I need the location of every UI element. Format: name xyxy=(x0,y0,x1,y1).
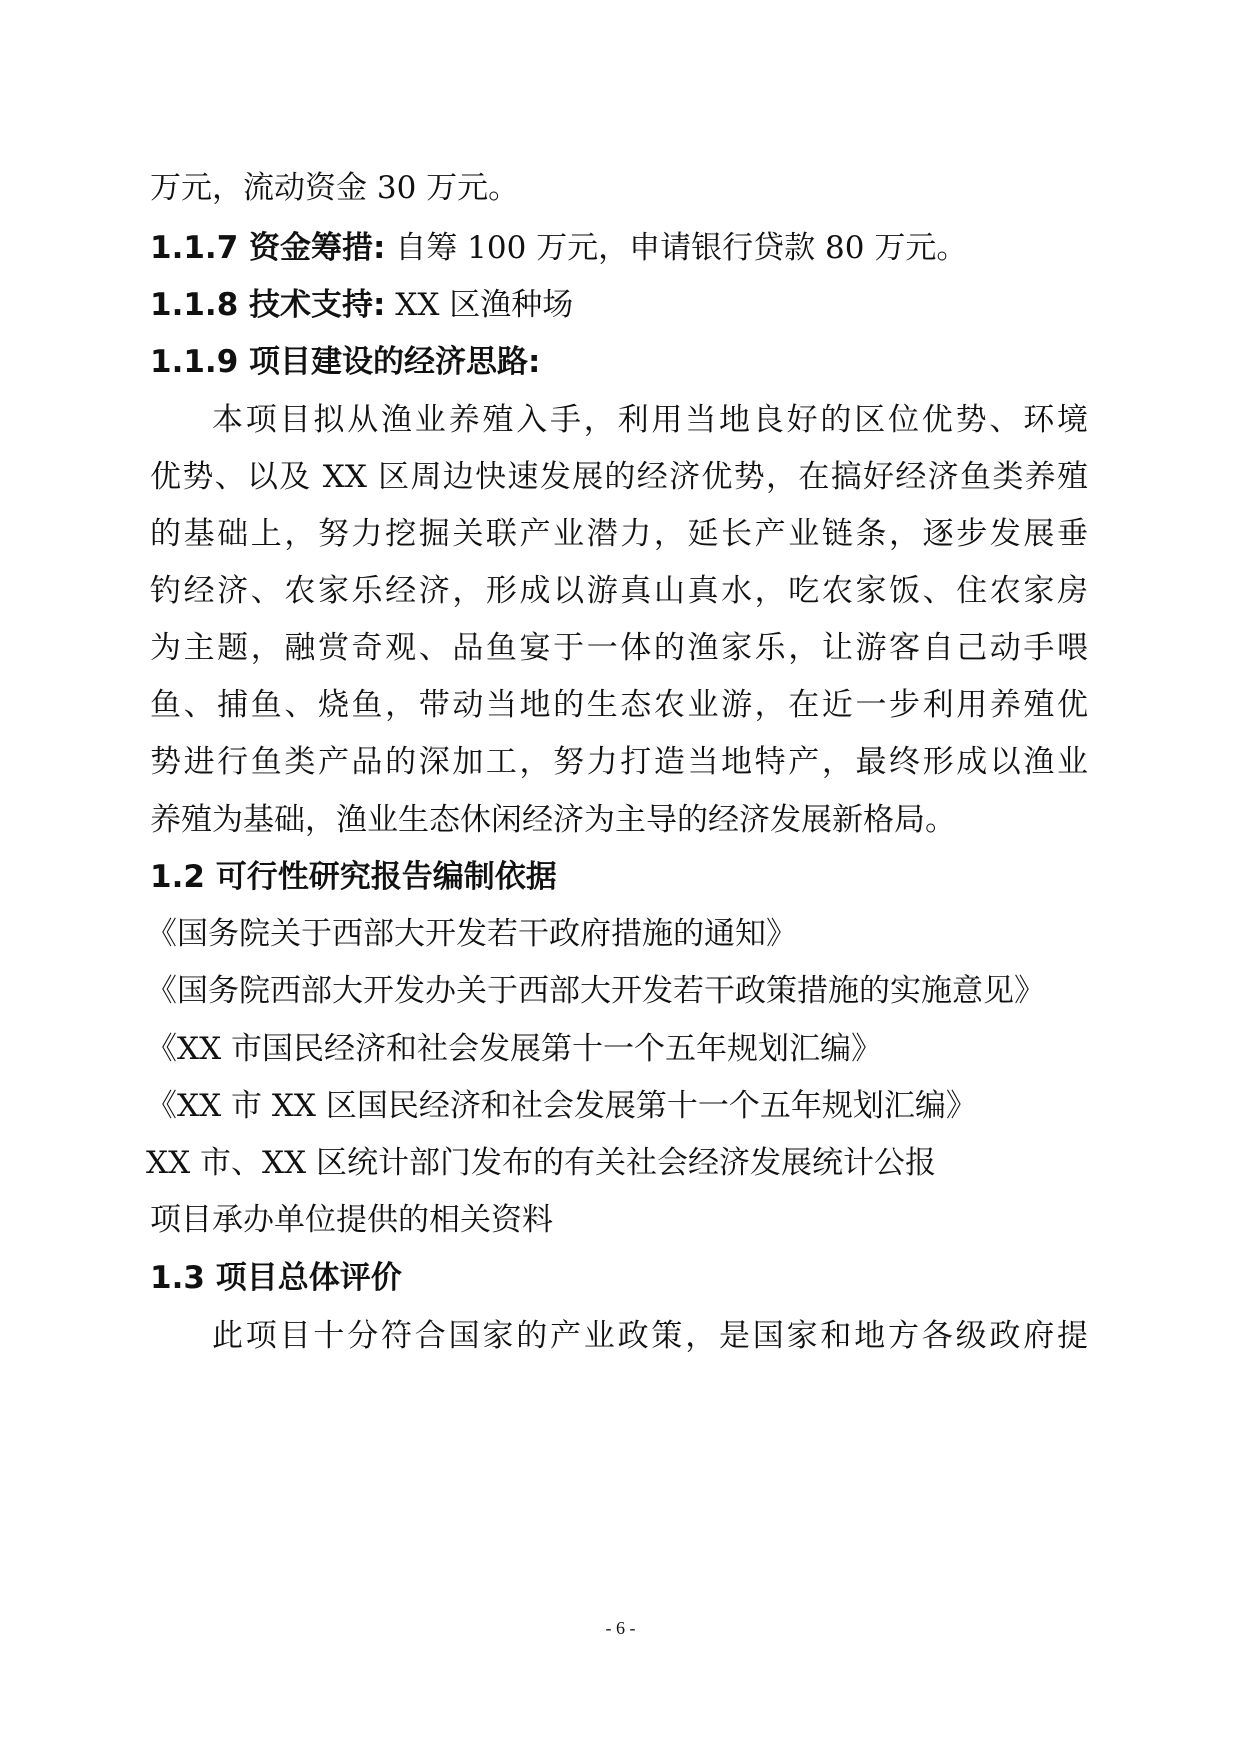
section-heading: 1.3 项目总体评价 xyxy=(150,1260,402,1296)
basis-item: 《国务院关于西部大开发若干政府措施的通知》 xyxy=(146,916,797,952)
section-heading: 1.1.7 资金筹措: xyxy=(150,230,386,266)
section-heading: 1.2 可行性研究报告编制依据 xyxy=(150,859,557,895)
section-1-1-8 xyxy=(150,285,573,325)
basis-item: XX 市、XX 区统计部门发布的有关社会经济发展统计公报 xyxy=(146,1145,936,1181)
section-1-1-7 xyxy=(150,228,967,268)
basis-item: 《XX 市国民经济和社会发展第十一个五年规划汇编》 xyxy=(146,1031,882,1067)
basis-item: 《XX 市 XX 区国民经济和社会发展第十一个五年规划汇编》 xyxy=(146,1088,977,1124)
paragraph-line: 为主题，融赏奇观、品鱼宴于一体的渔家乐，让游客自己动手喂 xyxy=(150,630,1088,666)
basis-item: 《国务院西部大开发办关于西部大开发若干政策措施的实施意见》 xyxy=(146,973,1045,1009)
section-heading: 1.1.8 技术支持: xyxy=(150,287,386,323)
section-heading: 1.1.9 项目建设的经济思路: xyxy=(150,344,541,380)
paragraph-line: 势进行鱼类产品的深加工，努力打造当地特产，最终形成以渔业 xyxy=(150,744,1088,780)
paragraph-line: 鱼、捕鱼、烧鱼，带动当地的生态农业游，在近一步利用养殖优 xyxy=(150,687,1088,723)
paragraph-line: 养殖为基础，渔业生态休闲经济为主导的经济发展新格局。 xyxy=(150,802,956,838)
paragraph-line: 优势、以及 XX 区周边快速发展的经济优势，在搞好经济鱼类养殖 xyxy=(150,459,1088,495)
paragraph-line: 本项目拟从渔业养殖入手，利用当地良好的区位优势、环境 xyxy=(212,402,1088,438)
paragraph-line: 此项目十分符合国家的产业政策，是国家和地方各级政府提 xyxy=(212,1318,1088,1354)
paragraph-line: 钓经济、农家乐经济，形成以游真山真水，吃农家饭、住农家房 xyxy=(150,573,1088,609)
text-line: 万元，流动资金 30 万元。 xyxy=(150,170,520,206)
page-number: - 6 - xyxy=(605,1618,636,1638)
paragraph-line: 的基础上，努力挖掘关联产业潜力，延长产业链条，逐步发展垂 xyxy=(150,516,1088,552)
section-text: XX 区渔种场 xyxy=(385,287,574,323)
section-text: 自筹 100 万元，申请银行贷款 80 万元。 xyxy=(385,230,968,266)
basis-item: 项目承办单位提供的相关资料 xyxy=(150,1202,553,1238)
